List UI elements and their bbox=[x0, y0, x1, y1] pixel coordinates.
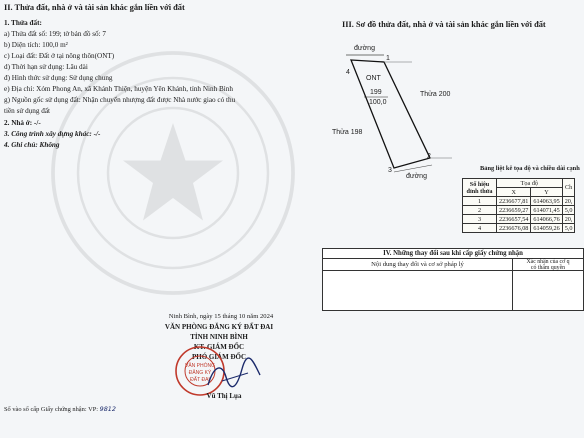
vertex-label: 4 bbox=[346, 69, 350, 76]
land-line: a) Thửa đất số: 199; tờ bản đồ số: 7 bbox=[4, 30, 106, 38]
changes-body bbox=[323, 271, 583, 311]
table-row: 1 2236677,81 614063,95 20, bbox=[463, 197, 575, 206]
col-y: Y bbox=[531, 188, 562, 197]
col-vertex: Số hiệu đỉnh thửa bbox=[463, 179, 497, 197]
land-line: đ) Hình thức sử dụng: Sử dụng chung bbox=[4, 74, 113, 82]
road-label-bottom: đường bbox=[406, 173, 427, 180]
house-line: 2. Nhà ở: -/- bbox=[4, 119, 41, 127]
svg-text:ĐẤT ĐAI: ĐẤT ĐAI bbox=[190, 377, 210, 383]
plot-diagram-column bbox=[302, 0, 584, 438]
coord-table-title: Bảng liệt kê tọa độ và chiều dài cạnh bbox=[480, 165, 580, 172]
col-length: Ch bbox=[562, 179, 575, 197]
land-line: g) Nguồn gốc sử dụng đất: Nhận chuyển nhượng đất được Nhà nước giao có thu bbox=[4, 96, 236, 104]
kt-director: KT. GIÁM ĐỐC bbox=[193, 343, 245, 351]
note-line: 4. Ghi chú: Không bbox=[4, 141, 60, 149]
province-name: TỈNH NINH BÌNH bbox=[190, 333, 248, 341]
signature-date: Ninh Bình, ngày 15 tháng 10 năm 2024 bbox=[168, 313, 274, 320]
handwritten-signature bbox=[204, 355, 264, 395]
land-line: tiền sử dụng đất bbox=[4, 107, 51, 115]
vertex-label: 3 bbox=[388, 167, 392, 174]
table-row: 2 2236659,27 614071,45 5,0 bbox=[463, 206, 575, 215]
neighbor-left: Thửa 198 bbox=[332, 129, 363, 136]
deputy-director: PHÓ GIÁM ĐỐC bbox=[191, 353, 247, 361]
vertex-label: 2 bbox=[427, 153, 431, 160]
land-line: b) Diện tích: 100,0 m² bbox=[4, 41, 68, 49]
land-type-label: ONT bbox=[366, 75, 381, 82]
col-coordinates: Tọa độ bbox=[497, 179, 563, 188]
section-iii-heading: III. Sơ đồ thửa đất, nhà ở và tài sản khác gắn liền với đất bbox=[342, 20, 546, 29]
road-label-top: đường bbox=[354, 45, 375, 52]
neighbor-right: Thửa 200 bbox=[420, 91, 451, 98]
parcel-outline bbox=[351, 60, 430, 168]
col-x: X bbox=[497, 188, 531, 197]
land-info-column bbox=[4, 0, 300, 438]
changes-table bbox=[322, 248, 584, 311]
section-ii-heading: II. Thửa đất, nhà ở và tài sản khác gắn liền với đất bbox=[4, 3, 185, 12]
changes-header bbox=[323, 259, 583, 271]
registry-number-value: 9812 bbox=[99, 405, 116, 413]
land-line: d) Thời hạn sử dụng: Lâu dài bbox=[4, 63, 88, 71]
vertex-label: 1 bbox=[386, 55, 390, 62]
registry-number-label: Số vào sổ cấp Giấy chứng nhận: VP: 9812 bbox=[4, 405, 116, 413]
office-name: VĂN PHÒNG ĐĂNG KÝ ĐẤT ĐAI bbox=[164, 323, 274, 331]
svg-text:ĐĂNG KÝ: ĐĂNG KÝ bbox=[188, 370, 212, 376]
land-line: c) Loại đất: Đất ở tại nông thôn(ONT) bbox=[4, 52, 115, 60]
table-row: 4 2236676,08 614059,26 5,0 bbox=[463, 224, 575, 233]
table-row: 3 2236657,54 614066,76 20, bbox=[463, 215, 575, 224]
coordinate-table bbox=[462, 178, 575, 233]
changes-title: IV. Những thay đổi sau khi cấp giấy chứng nhận bbox=[323, 249, 583, 259]
changes-col-content: Nội dung thay đổi và cơ sở pháp lý bbox=[323, 259, 513, 270]
signer-name: Vũ Thị Lụa bbox=[206, 392, 242, 400]
parcel-number: 199 bbox=[370, 89, 382, 96]
svg-text:VĂN PHÒNG: VĂN PHÒNG bbox=[184, 363, 216, 369]
changes-col-confirm: Xác nhận của cơ q có thẩm quyền bbox=[526, 259, 570, 271]
land-title: 1. Thửa đất: bbox=[4, 19, 42, 27]
coord-header-row bbox=[463, 179, 575, 188]
parcel-area: 100,0 bbox=[369, 99, 387, 106]
other-construction-line: 3. Công trình xây dựng khác: -/- bbox=[4, 130, 101, 138]
land-line: e) Địa chỉ: Xóm Phong An, xã Khánh Thiện, huyện Yên Khánh, tỉnh Ninh Bình bbox=[4, 85, 233, 93]
